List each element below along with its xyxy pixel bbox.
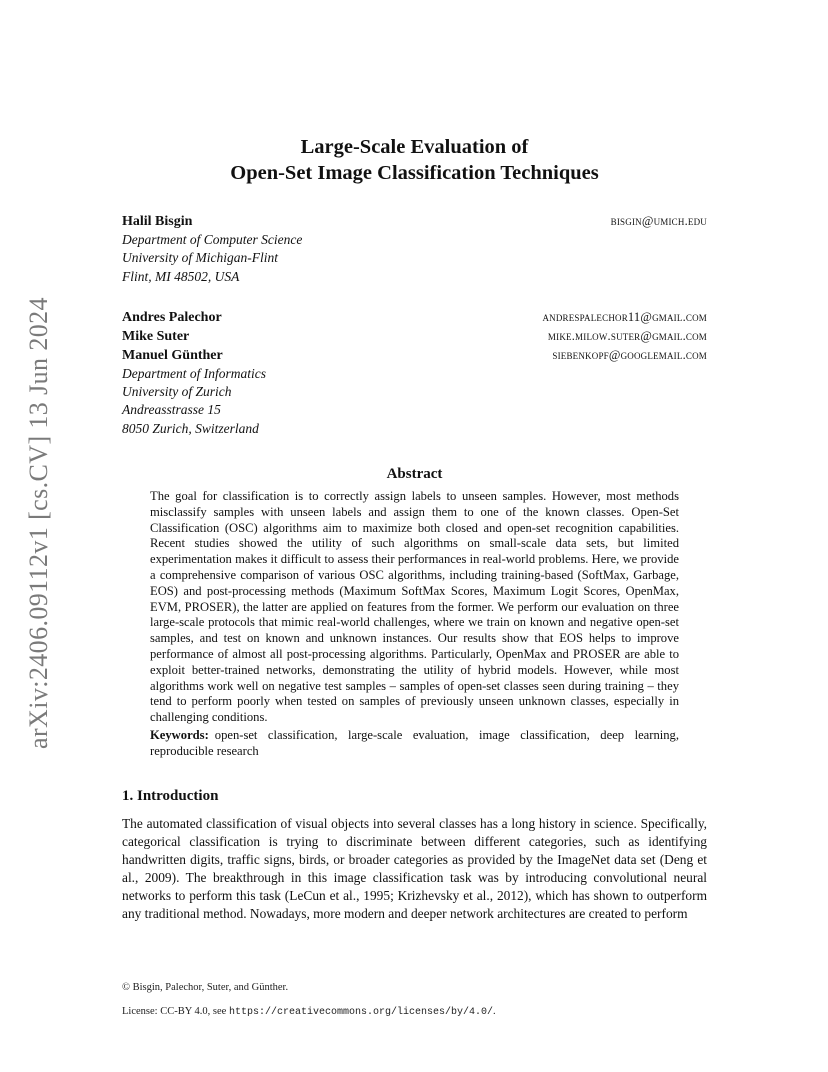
paper-first-page — [122, 134, 707, 923]
introduction-text: The automated classification of visual objects into several classes has a long history in science. Specifically, categorical classification is trying to discriminate between different categories, such as identifying handwritten digits, traffic signs, birds, or broader categories as provided by the ImageNet data set (Deng et al., 2009). The breakthrough in this image classification task was by introducing convolutional neural networks to perform this task (LeCun et al., 1995; Krizhevsky et al., 2012), which has shown to outperform any traditional method. Nowadays, more modern and deeper network architectures are created to perform — [122, 815, 707, 921]
title-line-1: Large-Scale Evaluation of — [300, 136, 529, 158]
affiliation-line: Flint, MI 48502, USA — [122, 268, 240, 284]
author-name: Mike Suter — [122, 328, 190, 344]
author-row — [122, 212, 707, 231]
author-email[interactable]: andrespalechor11@gmail.com — [542, 309, 707, 324]
author-row — [122, 308, 707, 327]
affiliation-line: Department of Informatics — [122, 365, 266, 381]
affiliation-line: Department of Computer Science — [122, 232, 303, 247]
license-prefix: License: CC-BY 4.0, see — [122, 1006, 227, 1017]
title-line-2: Open-Set Image Classification Techniques — [230, 162, 599, 184]
arxiv-identifier: arXiv:2406.09112v1 [cs.CV] 13 Jun 2024 — [24, 297, 53, 749]
author-email[interactable]: mike.milow.suter@gmail.com — [547, 328, 707, 343]
keywords — [150, 728, 679, 760]
author-block-1 — [122, 212, 707, 286]
abstract-heading: Abstract — [386, 466, 443, 483]
affiliation-line: 8050 Zurich, Switzerland — [122, 420, 259, 436]
license-note — [122, 1005, 707, 1020]
author-name: Halil Bisgin — [122, 214, 193, 229]
keywords-label: Keywords: — [150, 728, 209, 743]
section-heading: 1. Introduction — [122, 787, 219, 804]
footnotes — [122, 981, 707, 1020]
license-suffix: . — [492, 1006, 496, 1017]
copyright-note: © Bisgin, Palechor, Suter, and Günther. — [122, 982, 289, 993]
affiliation-line: University of Michigan-Flint — [122, 250, 278, 266]
author-name: Andres Palechor — [122, 309, 222, 325]
author-name: Manuel Günther — [122, 347, 223, 363]
affiliation-line: University of Zurich — [122, 384, 232, 400]
affiliation-line: Andreasstrasse 15 — [122, 402, 221, 418]
author-row — [122, 346, 707, 365]
abstract-text: The goal for classification is to correctly assign labels to unseen samples. However, most methods misclassify samples with unseen labels and assign them to one of the known classes. Open-Set Classification (OSC) algorithms aim to maximize both closed and open-set recognition capabilities. Recent studies showed the utility of such algorithms on small-scale data sets, but limited experimentation makes it difficult to assess their performances in real-world problems. Here, we provide a comprehensive comparison of various OSC algorithms, including training-based (SoftMax, Garbage, EOS) and post-processing methods (Maximum SoftMax Scores, Maximum Logit Scores, OpenMax, EVM, PROSER), the latter are applied on features from the former. We perform our evaluation on three large-scale protocols that mimic real-world challenges, where we train on known and negative open-set samples, and test on known and unknown instances. Our results show that EOS helps to improve performance of almost all post-processing algorithms. Particularly, OpenMax and PROSER are able to exploit better-trained networks, demonstrating the utility of hybrid models. However, while most algorithms work well on negative test samples – samples of open-set classes seen during training – they tend to perform poorly when tested on samples of previously unseen unknown classes, especially in challenging conditions. — [150, 489, 679, 725]
author-block-2 — [122, 308, 707, 438]
paper-title — [122, 134, 707, 186]
arxiv-side-stamp — [22, 288, 56, 758]
author-email[interactable]: bisgin@umich.edu — [610, 214, 707, 228]
author-row — [122, 327, 707, 346]
author-email[interactable]: siebenkopf@googlemail.com — [552, 347, 707, 362]
keywords-text: open-set classification, large-scale evaluation, image classification, deep learning, reproducible research — [150, 728, 679, 758]
license-link[interactable]: https://creativecommons.org/licenses/by/4.0/ — [228, 1007, 493, 1018]
